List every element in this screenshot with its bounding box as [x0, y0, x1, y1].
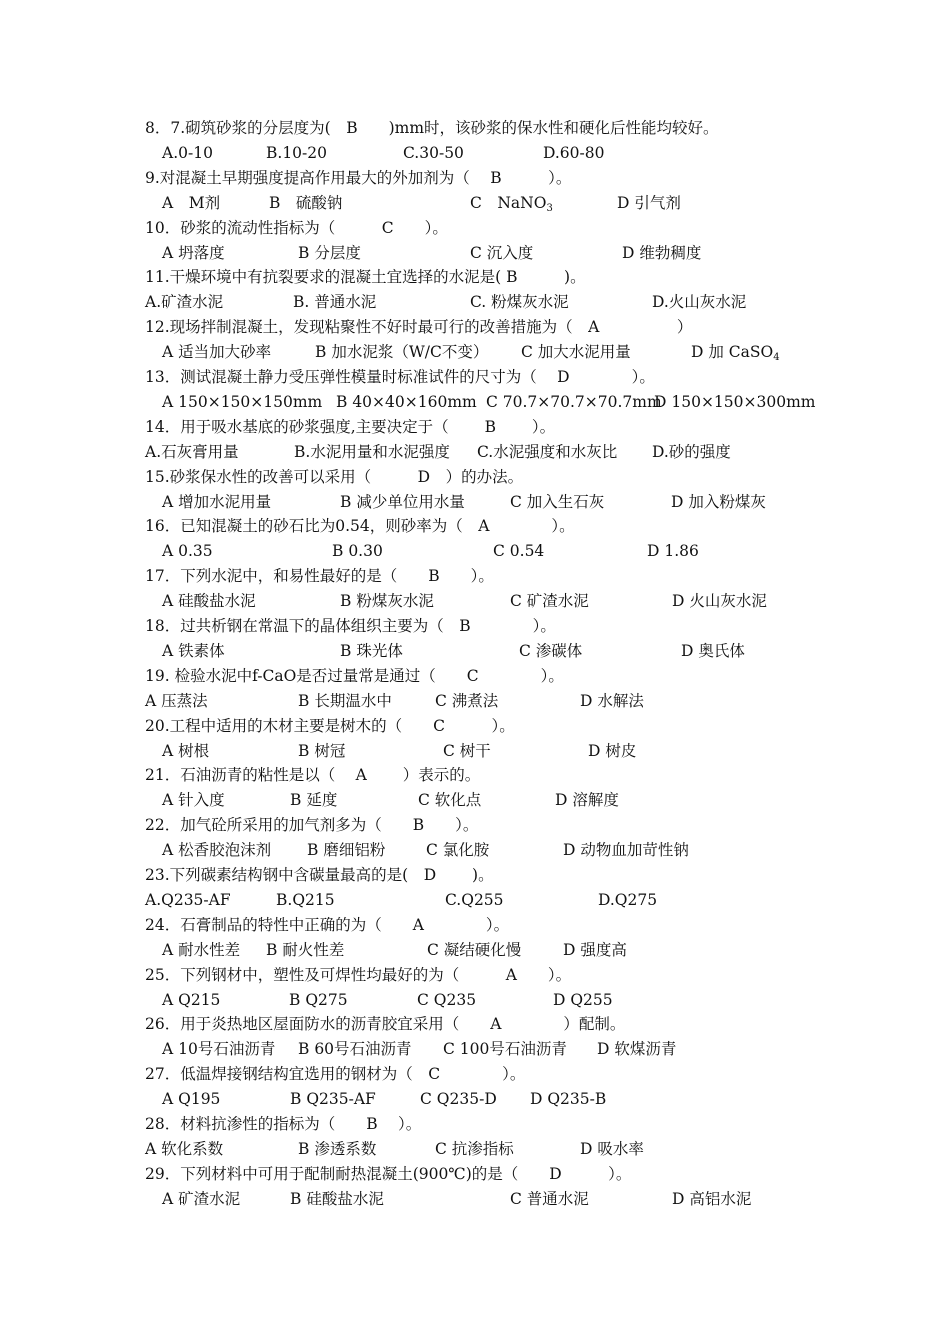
options-line	[0, 1087, 950, 1111]
option-text: C 凝结硬化慢	[427, 940, 522, 959]
option-a	[145, 888, 231, 912]
option-b	[336, 390, 477, 414]
option-a	[145, 689, 208, 713]
option-text: C 矿渣水泥	[510, 592, 589, 611]
option-text: C.水泥强度和水灰比	[477, 442, 618, 461]
option-b	[290, 1187, 384, 1211]
option-a	[162, 141, 213, 165]
question-text: 8．7.砌筑砂浆的分层度为( B )mm时，该砂浆的保水性和硬化后性能均较好。	[145, 119, 719, 137]
option-a	[162, 191, 220, 215]
option-b	[298, 241, 361, 265]
question-line	[0, 166, 950, 190]
option-text: C 70.7×70.7×70.7mm	[486, 392, 662, 411]
option-d	[598, 888, 657, 912]
question-line	[0, 1062, 950, 1086]
option-c	[493, 539, 544, 563]
option-d	[555, 788, 619, 812]
option-text: A 软化系数	[145, 1139, 224, 1158]
question-line	[0, 315, 950, 339]
question-text: 25．下列钢材中，塑性及可焊性均最好的为（ A ）。	[145, 965, 572, 984]
options-line	[0, 191, 950, 215]
option-text: D.Q275	[598, 890, 658, 909]
question-text: 21．石油沥青的粘性是以（ A ）表示的。	[145, 766, 481, 785]
option-text: A M剂	[162, 193, 221, 212]
option-b	[290, 1087, 376, 1111]
option-d	[597, 1037, 676, 1061]
options-line	[0, 888, 950, 912]
option-text: C 树干	[443, 741, 491, 760]
option-text: A.Q235-AF	[145, 890, 231, 909]
option-a	[162, 539, 213, 563]
question-line	[0, 664, 950, 688]
option-b	[298, 689, 392, 713]
question-line	[0, 514, 950, 538]
option-text: D 溶解度	[555, 791, 619, 810]
question-text: 20.工程中适用的木材主要是树木的（ C ）。	[145, 716, 515, 735]
options-line	[0, 739, 950, 763]
options-line	[0, 141, 950, 165]
option-d	[654, 390, 815, 414]
question-text: 11.干燥环境中有抗裂要求的混凝土宜选择的水泥是( B )。	[145, 268, 586, 287]
chemical-subscript: 4	[773, 352, 780, 364]
option-text: D Q235-B	[530, 1090, 607, 1109]
question-text: 12.现场拌制混凝土，发现粘聚性不好时最可行的改善措施为（ A ）	[145, 318, 693, 337]
option-d	[681, 639, 745, 663]
option-b	[298, 739, 345, 763]
options-line	[0, 539, 950, 563]
option-text: A.石灰膏用量	[145, 442, 239, 461]
question-line	[0, 863, 950, 887]
option-text: A 针入度	[162, 791, 225, 810]
option-text: C. 粉煤灰水泥	[470, 293, 569, 312]
option-b	[315, 340, 488, 364]
question-line	[0, 963, 950, 987]
option-text: B.10-20	[266, 143, 328, 162]
question-text: 24．石膏制品的特性中正确的为（ A ）。	[145, 915, 510, 934]
option-b	[293, 290, 376, 314]
question-text: 26．用于炎热地区屋面防水的沥青胶宜采用（ A ）配制。	[145, 1015, 626, 1034]
option-text: A 适当加大砂率	[162, 343, 272, 362]
option-a	[162, 589, 256, 613]
question-line	[0, 714, 950, 738]
option-text: B.水泥用量和水泥强度	[294, 442, 450, 461]
option-text: C 沸煮法	[435, 691, 499, 710]
option-d	[580, 1137, 644, 1161]
option-text: A 增加水泥用量	[162, 492, 272, 511]
options-line	[0, 689, 950, 713]
option-c	[510, 490, 604, 514]
option-text: B. 普通水泥	[293, 293, 377, 312]
options-line	[0, 988, 950, 1012]
option-text: B 0.30	[332, 542, 383, 561]
option-c	[403, 141, 464, 165]
option-text: D 树皮	[588, 741, 637, 760]
option-d	[622, 241, 701, 265]
option-text: A 坍落度	[162, 243, 225, 262]
question-text: 10．砂浆的流动性指标为（ C ）。	[145, 218, 448, 237]
option-text: B 磨细铝粉	[307, 841, 386, 860]
option-d	[580, 689, 644, 713]
question-text: 14．用于吸水基底的砂浆强度,主要决定于（ B ）。	[145, 417, 556, 436]
option-c	[486, 390, 662, 414]
option-b	[307, 838, 385, 862]
option-c	[435, 689, 498, 713]
option-a	[162, 938, 240, 962]
question-line	[0, 763, 950, 787]
option-a	[162, 639, 225, 663]
question-line	[0, 1112, 950, 1136]
option-text: D 加 CaSO	[691, 343, 774, 362]
option-c	[426, 838, 489, 862]
option-b	[332, 539, 383, 563]
option-a	[162, 390, 322, 414]
option-text: D 加入粉煤灰	[671, 492, 766, 511]
option-text: D 强度高	[563, 940, 627, 959]
option-text: D 软煤沥青	[597, 1040, 677, 1059]
options-line	[0, 1137, 950, 1161]
option-text: A 矿渣水泥	[162, 1189, 241, 1208]
option-d	[530, 1087, 606, 1111]
option-c	[470, 191, 553, 215]
option-text: A 树根	[162, 741, 210, 760]
option-text: A 0.35	[162, 542, 213, 561]
option-a	[145, 290, 223, 314]
options-line	[0, 838, 950, 862]
options-line	[0, 241, 950, 265]
options-line	[0, 440, 950, 464]
option-a	[145, 1137, 223, 1161]
question-line	[0, 415, 950, 439]
option-a	[162, 788, 225, 812]
option-c	[443, 739, 491, 763]
option-b	[340, 639, 403, 663]
question-text: 9.对混凝土早期强度提高作用最大的外加剂为（ B ）。	[145, 168, 572, 187]
question-text: 29．下列材料中可用于配制耐热混凝土(900℃)的是（ D ）。	[145, 1164, 632, 1183]
options-line	[0, 290, 950, 314]
option-a	[162, 988, 220, 1012]
option-d	[617, 191, 681, 215]
option-b	[269, 191, 342, 215]
question-text: 28．材料抗渗性的指标为（ B ）。	[145, 1115, 422, 1133]
option-c	[420, 1087, 497, 1111]
option-text: D.砂的强度	[652, 442, 731, 461]
option-text: B Q235-AF	[290, 1090, 376, 1109]
option-a	[145, 440, 239, 464]
option-text: B 粉煤灰水泥	[340, 592, 434, 611]
option-text: B 加水泥浆（W/C不变）	[315, 343, 489, 362]
option-text: A 耐水性差	[162, 940, 241, 959]
question-line	[0, 564, 950, 588]
option-text: C 加大水泥用量	[521, 343, 631, 362]
option-a	[162, 1037, 275, 1061]
option-a	[162, 1087, 220, 1111]
option-text: D 维勃稠度	[622, 243, 702, 262]
option-text: A.0-10	[162, 143, 213, 162]
question-line	[0, 116, 950, 140]
option-text: D 高铝水泥	[672, 1189, 752, 1208]
option-c	[477, 440, 617, 464]
options-line	[0, 340, 950, 364]
option-text: A 硅酸盐水泥	[162, 592, 256, 611]
option-text: B 延度	[290, 791, 338, 810]
option-text: C 渗碳体	[519, 641, 583, 660]
option-text: C 100号石油沥青	[443, 1040, 567, 1059]
question-text: 16．已知混凝土的砂石比为0.54，则砂率为（ A ）。	[145, 517, 575, 536]
option-text: D Q255	[553, 990, 613, 1009]
option-b	[266, 141, 327, 165]
option-text: C 普通水泥	[510, 1189, 589, 1208]
options-line	[0, 490, 950, 514]
question-text: 18．过共析钢在常温下的晶体组织主要为（ B ）。	[145, 617, 556, 635]
option-b	[276, 888, 335, 912]
option-a	[162, 241, 225, 265]
option-text: B 60号石油沥青	[298, 1040, 412, 1059]
option-text: B 珠光体	[340, 641, 403, 660]
option-text: C Q235-D	[420, 1090, 497, 1109]
option-text: C Q235	[417, 990, 477, 1009]
option-text: D 150×150×300mm	[654, 392, 816, 411]
option-d	[672, 589, 767, 613]
option-a	[162, 1187, 240, 1211]
question-text: 22．加气砼所采用的加气剂多为（ B ）。	[145, 816, 479, 835]
options-line	[0, 1037, 950, 1061]
option-text: A 松香胶泡沫剂	[162, 841, 272, 860]
option-text: B 硅酸盐水泥	[290, 1189, 384, 1208]
options-line	[0, 390, 950, 414]
chemical-subscript: 3	[546, 202, 553, 214]
option-c	[443, 1037, 567, 1061]
option-b	[289, 988, 348, 1012]
options-line	[0, 639, 950, 663]
option-b	[298, 1037, 412, 1061]
option-text: C 氯化胺	[426, 841, 490, 860]
option-d	[647, 539, 699, 563]
option-text: D.火山灰水泥	[652, 293, 747, 312]
option-text: C 软化点	[418, 791, 482, 810]
option-text: A.矿渣水泥	[145, 293, 224, 312]
option-text: A 铁素体	[162, 641, 225, 660]
option-c	[445, 888, 504, 912]
option-text: B 树冠	[298, 741, 346, 760]
question-line	[0, 216, 950, 240]
options-line	[0, 1187, 950, 1211]
option-text: C.30-50	[403, 143, 464, 162]
option-c	[470, 241, 533, 265]
option-text: D 水解法	[580, 691, 644, 710]
question-text: 23.下列碳素结构钢中含碳量最高的是( D )。	[145, 866, 494, 884]
option-text: C 抗渗指标	[435, 1139, 514, 1158]
option-text: B Q275	[289, 990, 348, 1009]
option-text: D 1.86	[647, 542, 699, 561]
option-b	[294, 440, 450, 464]
question-line	[0, 365, 950, 389]
question-line	[0, 465, 950, 489]
option-text: B 渗透系数	[298, 1139, 377, 1158]
option-text: A Q195	[162, 1090, 221, 1109]
option-text: A 10号石油沥青	[162, 1040, 276, 1059]
option-text: B 硫酸钠	[269, 193, 343, 212]
option-c	[435, 1137, 514, 1161]
option-a	[162, 739, 209, 763]
option-c	[417, 988, 476, 1012]
option-text: C 0.54	[493, 542, 545, 561]
option-c	[510, 1187, 589, 1211]
option-text: D 奥氏体	[681, 641, 745, 660]
option-d	[672, 1187, 751, 1211]
option-a	[162, 838, 271, 862]
option-d	[543, 141, 605, 165]
question-text: 27．低温焊接钢结构宜选用的钢材为（ C ）。	[145, 1065, 526, 1084]
option-a	[162, 490, 271, 514]
question-line	[0, 813, 950, 837]
option-c	[519, 639, 582, 663]
option-c	[470, 290, 569, 314]
option-text: B 减少单位用水量	[340, 492, 465, 511]
option-b	[340, 490, 465, 514]
question-text: 13．测试混凝土静力受压弹性模量时标准试件的尺寸为（ D ）。	[145, 368, 655, 386]
option-text: A 压蒸法	[145, 691, 208, 710]
option-text: D 火山灰水泥	[672, 592, 767, 611]
option-text: D.60-80	[543, 143, 605, 162]
option-d	[588, 739, 636, 763]
options-line	[0, 938, 950, 962]
option-d	[652, 440, 731, 464]
option-d	[671, 490, 766, 514]
option-text: B.Q215	[276, 890, 335, 909]
option-d	[553, 988, 613, 1012]
option-text: D 引气剂	[617, 193, 681, 212]
question-line	[0, 1162, 950, 1186]
option-d	[563, 938, 627, 962]
question-line	[0, 1012, 950, 1036]
option-text: B 40×40×160mm	[336, 392, 477, 411]
option-b	[290, 788, 337, 812]
question-line	[0, 913, 950, 937]
option-text: B 长期温水中	[298, 691, 392, 710]
question-line	[0, 614, 950, 638]
question-text: 15.砂浆保水性的改善可以采用（ D ）的办法。	[145, 467, 524, 486]
option-a	[162, 340, 271, 364]
option-text: A Q215	[162, 990, 221, 1009]
question-text: 17．下列水泥中，和易性最好的是（ B ）。	[145, 567, 494, 586]
option-c	[521, 340, 631, 364]
option-c	[427, 938, 521, 962]
option-d	[563, 838, 689, 862]
option-text: B 分层度	[298, 243, 361, 262]
option-b	[340, 589, 434, 613]
option-b	[266, 938, 344, 962]
options-line	[0, 589, 950, 613]
option-text: C NaNO	[470, 193, 547, 212]
question-line	[0, 265, 950, 289]
option-c	[418, 788, 481, 812]
option-text: A 150×150×150mm	[162, 392, 323, 411]
option-d	[652, 290, 746, 314]
option-text: C 加入生石灰	[510, 492, 605, 511]
option-b	[298, 1137, 376, 1161]
options-line	[0, 788, 950, 812]
option-text: D 吸水率	[580, 1139, 644, 1158]
option-text: B 耐火性差	[266, 940, 345, 959]
option-d	[691, 340, 780, 364]
option-text: D 动物血加苛性钠	[563, 841, 689, 860]
option-text: C.Q255	[445, 890, 504, 909]
question-text: 19. 检验水泥中f-CaO是否过量常是通过（ C ）。	[145, 666, 564, 685]
option-c	[510, 589, 589, 613]
option-text: C 沉入度	[470, 243, 534, 262]
